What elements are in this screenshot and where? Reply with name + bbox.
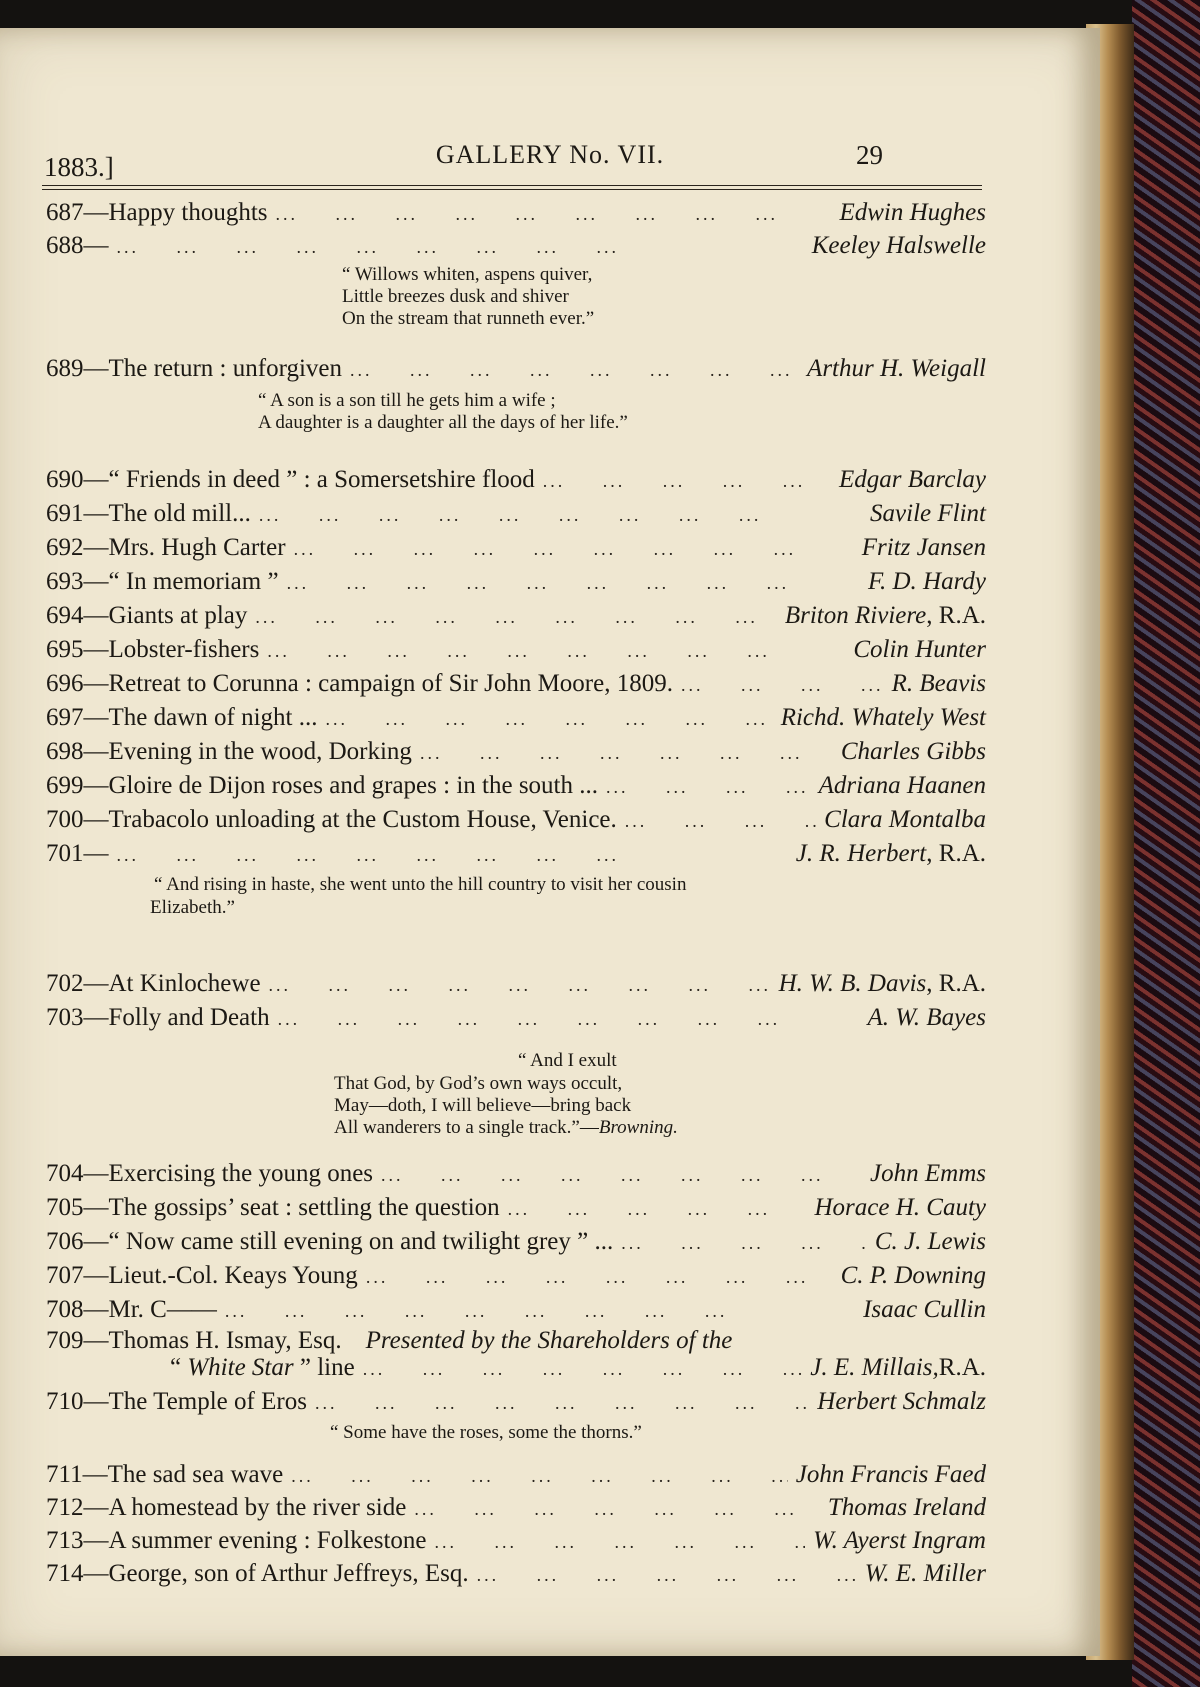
entry-title: “ Friends in deed ” : a Somersetshire flood — [108, 466, 535, 493]
page-number: 29 — [856, 140, 883, 170]
catalogue-entry: 694—Giants at play ... Briton Riviere, R.A. — [46, 599, 986, 633]
entry-title: Retreat to Corunna : campaign of Sir John Moore, 1809. — [108, 670, 673, 697]
entry-artist: Edgar Barclay — [839, 466, 986, 493]
entry-number: 692 — [46, 534, 84, 561]
leader-dots — [291, 1459, 788, 1493]
entry-artist: Arthur H. Weigall — [807, 355, 986, 382]
entry-artist: W. Ayerst Ingram — [813, 1527, 986, 1554]
entry-number: 702 — [46, 970, 84, 997]
entry-artist: Thomas Ireland — [827, 1494, 986, 1521]
entry-number: 701 — [46, 840, 84, 867]
catalogue-entry: 702—At Kinlochewe ... H. W. B. Davis, R.A. — [46, 967, 986, 1001]
leader-dots — [508, 1192, 807, 1226]
leader-dots — [435, 1525, 806, 1559]
entry-title: Giants at play — [108, 602, 248, 629]
catalogue-entry: 713—A summer evening : Folkestone ... W. Ayerst Ingram — [46, 1524, 986, 1558]
catalogue-entry: 714—George, son of Arthur Jeffreys, Esq. ... W. E. Miller — [46, 1557, 986, 1591]
entry-title: Trabacolo unloading at the Custom House, Venice. — [108, 806, 617, 833]
presentation-note: Presented by the Shareholders of the — [365, 1327, 733, 1354]
entry-number: 714 — [46, 1560, 84, 1587]
quote-source: Browning. — [598, 1117, 678, 1138]
leader-dots — [381, 1158, 862, 1192]
entry-number: 697 — [46, 704, 84, 731]
entry-artist: John Francis Faed — [795, 1461, 986, 1488]
entry-title: A homestead by the river side — [108, 1494, 407, 1521]
leader-dots — [315, 1386, 809, 1420]
verse-quote: “ Willows whiten, aspens quiver, Little breezes dusk and shiver On the stream that runneth ever.” — [342, 264, 595, 329]
leader-dots — [225, 1294, 855, 1328]
entry-artist: C. P. Downing — [840, 1262, 986, 1289]
entry-artist: Briton Riviere — [784, 602, 927, 629]
entry-number: 687 — [46, 199, 84, 226]
verse-quote: “ A son is a son till he gets him a wife ; A daughter is a daughter all the days of her life.” — [258, 390, 628, 433]
leader-dots — [543, 464, 831, 498]
entry-artist: F. D. Hardy — [867, 568, 986, 595]
catalogue-entry: 691—The old mill... ... Savile Flint — [46, 497, 986, 531]
entry-artist: Fritz Jansen — [861, 534, 986, 561]
leader-dots — [255, 600, 777, 634]
entry-artist: Charles Gibbs — [840, 738, 986, 765]
catalogue-entry: 706—“ Now came still evening on and twilight grey ” ... ... C. J. Lewis — [46, 1225, 986, 1259]
entry-artist: Keeley Halswelle — [811, 232, 986, 259]
catalogue-entry: 710—The Temple of Eros ... Herbert Schmalz — [46, 1385, 986, 1419]
entry-title: Lobster-fishers — [108, 636, 260, 663]
entry-artist: Horace H. Cauty — [814, 1194, 986, 1221]
leader-dots — [267, 634, 845, 668]
verse-quote-continued: Elizabeth.” — [150, 897, 235, 918]
entry-artist: Clara Montalba — [824, 806, 986, 833]
header-rule — [42, 185, 982, 186]
entry-number: 688 — [46, 232, 84, 259]
leader-dots — [363, 1352, 803, 1386]
catalogue-entry: 708—Mr. C—— ... Isaac Cullin — [46, 1293, 986, 1327]
catalogue-page — [0, 28, 1100, 1656]
entry-number: 711 — [46, 1461, 83, 1488]
entry-number: 708 — [46, 1296, 84, 1323]
leader-dots — [259, 498, 862, 532]
leader-dots — [294, 532, 854, 566]
entry-number: 707 — [46, 1262, 84, 1289]
catalogue-entry: 711—The sad sea wave ... John Francis Faed — [46, 1458, 986, 1492]
catalogue-entry: 697—The dawn of night ... ... Richd. Whately West — [46, 701, 986, 735]
entry-number: 709 — [46, 1327, 84, 1354]
verse-quote: “ And rising in haste, she went unto the hill country to visit her cousin — [154, 874, 687, 895]
entry-title: Folly and Death — [108, 1004, 270, 1031]
entry-title: Happy thoughts — [108, 199, 268, 226]
entry-artist: Edwin Hughes — [839, 199, 986, 226]
entry-title: Mrs. Hugh Carter — [108, 534, 286, 561]
leader-dots — [681, 668, 884, 702]
leader-dots — [117, 230, 804, 264]
entry-title: The dawn of night ... — [108, 704, 318, 731]
entry-title: The return : unforgiven — [108, 355, 342, 382]
entry-title: “ Now came still evening on and twilight grey ” ... — [108, 1228, 614, 1255]
entry-number: 713 — [46, 1527, 84, 1554]
catalogue-entry: 687—Happy thoughts ... Edwin Hughes — [46, 196, 986, 230]
entry-number: 706 — [46, 1228, 84, 1255]
catalogue-entry: 699—Gloire de Dijon roses and grapes : in the south ... ... Adriana Haanen — [46, 769, 986, 803]
entry-title: The sad sea wave — [107, 1461, 284, 1488]
entry-title: The gossips’ seat : settling the question — [108, 1194, 500, 1221]
leader-dots — [366, 1260, 833, 1294]
entry-artist: W. E. Miller — [864, 1560, 986, 1587]
leader-dots — [278, 1002, 860, 1036]
catalogue-entry: 709—Thomas H. Ismay, Esq. Presented by the Shareholders of the — [46, 1324, 986, 1358]
entry-title: Lieut.-Col. Keays Young — [108, 1262, 358, 1289]
verse-quote-continued: That God, by God’s own ways occult, May—doth, I will believe—bring back All wanderers to a single track.”—Browning. — [334, 1073, 678, 1138]
entry-number: 690 — [46, 466, 84, 493]
entry-title: Mr. C—— — [108, 1296, 217, 1323]
marbled-book-edge — [1132, 0, 1200, 1687]
header-rule-double — [42, 189, 982, 190]
page-title: GALLERY No. VII. — [435, 140, 665, 169]
catalogue-entry: 707—Lieut.-Col. Keays Young ... C. P. Downing — [46, 1259, 986, 1293]
entry-number: 699 — [46, 772, 84, 799]
entry-title: A summer evening : Folkestone — [108, 1527, 427, 1554]
entry-artist: Savile Flint — [870, 500, 986, 527]
entry-title: Gloire de Dijon roses and grapes : in the south ... — [108, 772, 598, 799]
leader-dots — [350, 353, 799, 387]
entry-title: The Temple of Eros — [108, 1388, 307, 1415]
entry-number: 705 — [46, 1194, 84, 1221]
entry-title: Evening in the wood, Dorking — [108, 738, 412, 765]
catalogue-entry: 704—Exercising the young ones ... John Emms — [46, 1157, 986, 1191]
entry-artist: H. W. B. Davis — [778, 970, 927, 997]
catalogue-entry: 693—“ In memoriam ” ... F. D. Hardy — [46, 565, 986, 599]
leader-dots — [606, 770, 811, 804]
catalogue-entry: 700—Trabacolo unloading at the Custom House, Venice. ... Clara Montalba — [46, 803, 986, 837]
entry-title: At Kinlochewe — [108, 970, 261, 997]
leader-dots — [269, 968, 771, 1002]
entry-number: 700 — [46, 806, 84, 833]
entry-artist: Adriana Haanen — [818, 772, 986, 799]
catalogue-entry: 701— ... J. R. Herbert, R.A. — [46, 837, 986, 871]
entry-number: 696 — [46, 670, 84, 697]
catalogue-entry: 688— ... Keeley Halswelle — [46, 229, 986, 263]
catalogue-entry: 689—The return : unforgiven ... Arthur H. Weigall — [46, 352, 986, 386]
entry-artist: Herbert Schmalz — [817, 1388, 986, 1415]
entry-artist: J. E. Millais, — [810, 1354, 939, 1381]
entry-number: 703 — [46, 1004, 84, 1031]
catalogue-entry: 696—Retreat to Corunna : campaign of Sir John Moore, 1809. ... R. Beavis — [46, 667, 986, 701]
entry-number: 693 — [46, 568, 84, 595]
entry-artist: Isaac Cullin — [863, 1296, 986, 1323]
entry-artist: A. W. Bayes — [867, 1004, 986, 1031]
catalogue-entry: 712—A homestead by the river side ... Thomas Ireland — [46, 1491, 986, 1525]
catalogue-entry: 690—“ Friends in deed ” : a Somersetshire flood ... Edgar Barclay — [46, 463, 986, 497]
catalogue-entry: 703—Folly and Death ... A. W. Bayes — [46, 1001, 986, 1035]
catalogue-entry: 695—Lobster-fishers ... Colin Hunter — [46, 633, 986, 667]
catalogue-entry: 698—Evening in the wood, Dorking ... Charles Gibbs — [46, 735, 986, 769]
leader-dots — [625, 804, 816, 838]
entry-artist: John Emms — [870, 1160, 986, 1187]
leader-dots — [414, 1492, 820, 1526]
leader-dots — [276, 197, 832, 231]
verse-quote: “ And I exult — [518, 1050, 617, 1071]
entry-title: “ In memoriam ” — [108, 568, 279, 595]
verse-quote: “ Some have the roses, some the thorns.” — [330, 1422, 642, 1443]
header-year: 1883.] — [44, 152, 114, 182]
leader-dots — [420, 736, 833, 770]
leader-dots — [287, 566, 860, 600]
catalogue-entry: 705—The gossips’ seat : settling the question ... Horace H. Cauty — [46, 1191, 986, 1225]
entry-title: Thomas H. Ismay, Esq. — [108, 1327, 342, 1354]
entry-number: 694 — [46, 602, 84, 629]
entry-artist: Richd. Whately West — [780, 704, 986, 731]
entry-number: 689 — [46, 355, 84, 382]
entry-title: Exercising the young ones — [108, 1160, 374, 1187]
leader-dots — [117, 838, 788, 872]
entry-title: The old mill... — [108, 500, 251, 527]
leader-dots — [621, 1226, 867, 1260]
leader-dots — [477, 1558, 857, 1592]
entry-artist: C. J. Lewis — [874, 1228, 986, 1255]
entry-number: 698 — [46, 738, 84, 765]
entry-number: 710 — [46, 1388, 84, 1415]
catalogue-entry-continued: “ White Star ” line ... J. E. Millais,R.A. — [170, 1351, 986, 1385]
entry-title: George, son of Arthur Jeffreys, Esq. — [108, 1560, 469, 1587]
entry-artist: R. Beavis — [891, 670, 986, 697]
entry-number: 712 — [46, 1494, 84, 1521]
catalogue-entry: 692—Mrs. Hugh Carter ... Fritz Jansen — [46, 531, 986, 565]
entry-number: 695 — [46, 636, 84, 663]
entry-artist: J. R. Herbert — [795, 840, 927, 867]
leader-dots — [325, 702, 772, 736]
entry-number: 691 — [46, 500, 84, 527]
entry-artist: Colin Hunter — [853, 636, 986, 663]
entry-number: 704 — [46, 1160, 84, 1187]
